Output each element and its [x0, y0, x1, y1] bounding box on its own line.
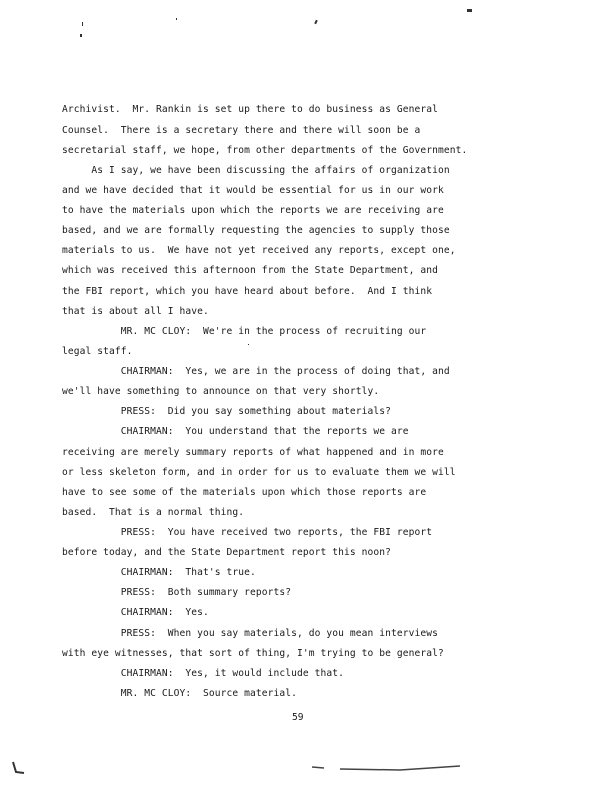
text-line: Archivist. Mr. Rankin is set up there to do business as General — [62, 104, 439, 115]
text-line: CHAIRMAN: Yes, it would include that. — [62, 668, 345, 679]
scan-speck — [467, 9, 472, 12]
scan-smear-bottom — [310, 762, 470, 776]
scan-speck — [176, 18, 177, 20]
text-line: PRESS: When you say materials, do you mean interviews — [62, 628, 439, 639]
text-line: PRESS: You have received two reports, the FBI report — [62, 527, 433, 538]
text-line: receiving are merely summary reports of what happened and in more — [62, 447, 444, 458]
text-line: MR. MC CLOY: We're in the process of recruiting our — [62, 326, 427, 337]
text-line: secretarial staff, we hope, from other departments of the Government. — [62, 145, 468, 156]
text-line: the FBI report, which you have heard about before. And I think — [62, 286, 433, 297]
text-line: CHAIRMAN: That's true. — [62, 567, 256, 578]
scan-speck — [314, 20, 318, 24]
text-line: materials to us. We have not yet received any reports, except one, — [62, 245, 456, 256]
text-line: legal staff. — [62, 346, 133, 357]
text-line: we'll have something to announce on that very shortly. — [62, 386, 380, 397]
text-line: and we have decided that it would be essential for us in our work — [62, 185, 444, 196]
text-line: Counsel. There is a secretary there and there will soon be a — [62, 125, 421, 136]
text-line: PRESS: Did you say something about materials? — [62, 406, 392, 417]
page-number: 59 — [292, 712, 304, 723]
text-line: CHAIRMAN: Yes, we are in the process of doing that, and — [62, 366, 450, 377]
scan-speck — [80, 34, 82, 37]
text-line: with eye witnesses, that sort of thing, I'm trying to be general? — [62, 648, 444, 659]
text-line: based, and we are formally requesting the agencies to supply those — [62, 225, 450, 236]
scan-speck — [82, 22, 83, 26]
text-line: CHAIRMAN: You understand that the reports we are — [62, 426, 409, 437]
text-line: have to see some of the materials upon which those reports are — [62, 487, 427, 498]
scan-speck — [248, 344, 249, 345]
text-line: which was received this afternoon from the State Department, and — [62, 265, 439, 276]
text-line: CHAIRMAN: Yes. — [62, 607, 209, 618]
text-line: As I say, we have been discussing the affairs of organization — [62, 165, 450, 176]
scan-smear-left — [10, 760, 30, 776]
text-line: before today, and the State Department report this noon? — [62, 547, 392, 558]
text-line: that is about all I have. — [62, 306, 209, 317]
text-line: or less skeleton form, and in order for us to evaluate them we will — [62, 467, 456, 478]
text-line: to have the materials upon which the reports we are receiving are — [62, 205, 444, 216]
text-line: PRESS: Both summary reports? — [62, 587, 292, 598]
text-line: MR. MC CLOY: Source material. — [62, 688, 298, 699]
text-line: based. That is a normal thing. — [62, 507, 245, 518]
